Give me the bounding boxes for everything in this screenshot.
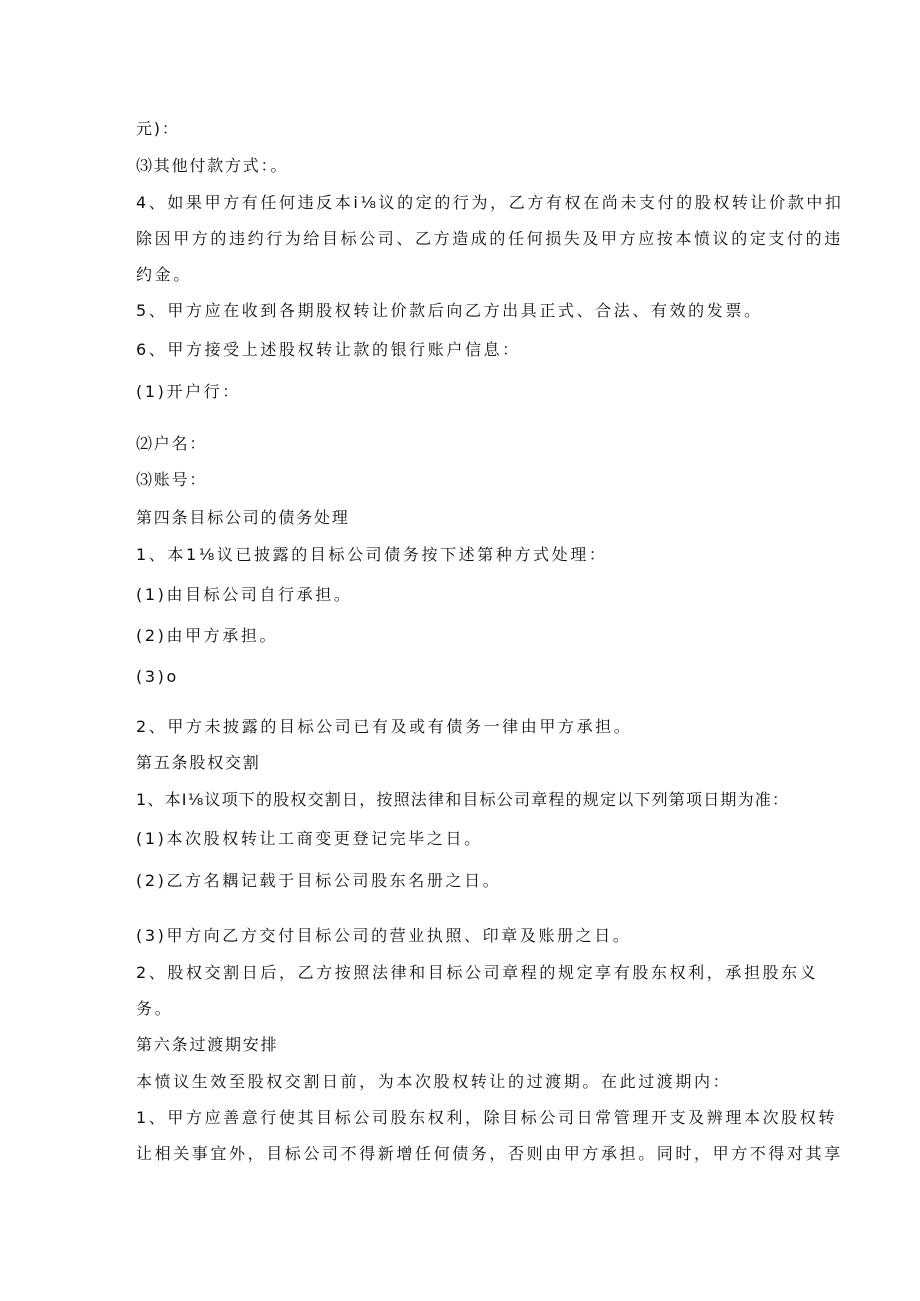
text-line-25: 本愤议生效至股权交割日前，为本次股权转让的过渡期。在此过渡期内： [136, 1072, 732, 1091]
text-line-22: 2、股权交割日后，乙方按照法律和目标公司章程的规定享有股东权利，承担股东义 [136, 963, 819, 982]
section-heading-6: 第六条过渡期安排 [136, 1035, 279, 1054]
text-line-20: (2)乙方名耦记载于目标公司股东名册之日。 [136, 871, 502, 890]
section-heading-4: 第四条目标公司的债务处理 [136, 508, 350, 527]
text-line-15: (3)o [136, 667, 179, 686]
text-line-21: (3)甲方向乙方交付目标公司的营业执照、印章及账册之日。 [136, 926, 632, 945]
text-line-5: 约金。 [136, 265, 192, 284]
text-line-2: ⑶其他付款方式：。 [136, 156, 289, 175]
text-line-19: (1)本次股权转让工商变更登记完毕之日。 [136, 829, 483, 848]
text-line-9: ⑵户名： [136, 434, 208, 453]
text-line-16: 2、甲方未披露的目标公司已有及或有债务一律由甲方承担。 [136, 717, 633, 736]
section-heading-5: 第五条股权交割 [136, 753, 261, 772]
text-line-14: (2)由甲方承担。 [136, 626, 279, 645]
text-line-23: 务。 [136, 999, 174, 1018]
text-line-13: (1)由目标公司自行承担。 [136, 585, 353, 604]
text-line-18: 1、本I⅛议项下的股权交割日，按照法律和目标公司章程的规定以下列第项日期为准： [136, 790, 790, 809]
text-line-4: 除因甲方的违约行为给目标公司、乙方造成的任何损失及甲方应按本愤议的定支付的违 [136, 229, 843, 248]
text-line-26: 1、甲方应善意行使其目标公司股东权利，除目标公司日常管理开支及辨理本次股权转 [136, 1108, 837, 1127]
text-line-8: (1)开户行： [136, 382, 241, 401]
text-line-27: 让相关事宜外，目标公司不得新增任何债务，否则由甲方承担。同时，甲方不得对其享 [136, 1144, 843, 1163]
text-line-12: 1、本1⅛议已披露的目标公司债务按下述第种方式处理： [136, 545, 608, 564]
text-line-1: 元)： [136, 119, 180, 138]
text-line-6: 5、甲方应在收到各期股权转让价款后向乙方出具正式、合法、有效的发票。 [136, 301, 763, 320]
text-line-7: 6、甲方接受上述股权转让款的银行账户信息： [136, 340, 521, 359]
text-line-10: ⑶账号： [136, 470, 208, 489]
text-line-3: 4、如果甲方有任何违反本i⅛议的定的行为，乙方有权在尚未支付的股权转让价款中扣 [136, 193, 844, 212]
